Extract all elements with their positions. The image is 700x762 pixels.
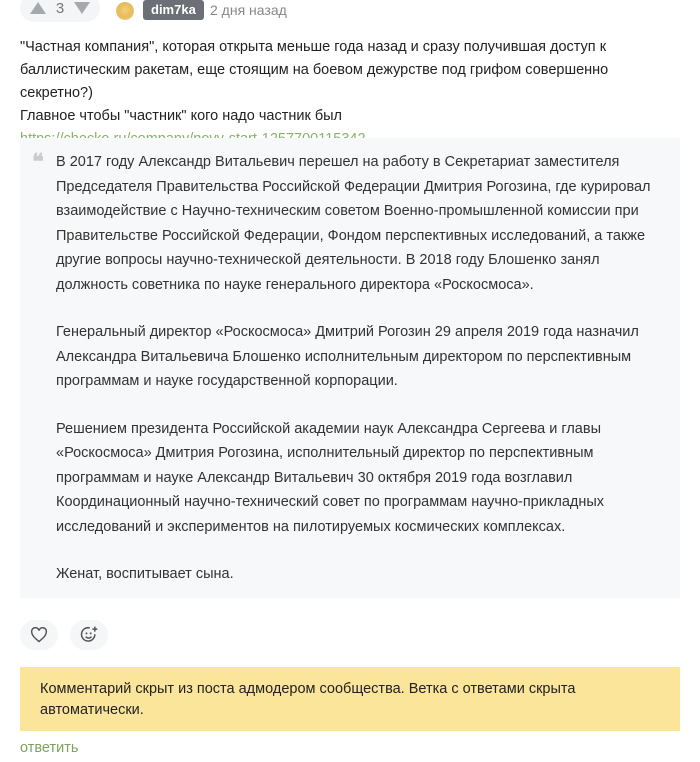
comment-text-line: Главное чтобы "частник" кого надо частник был: [20, 108, 343, 124]
comment-time: 2 дня назад: [210, 2, 287, 18]
quote-paragraph: Женат, воспитывает сына.: [56, 566, 234, 582]
quote-paragraph: В 2017 году Александр Витальевич перешел на работу в Секретариат заместителя Председателя Правительства Российской Федерации Дмитрия Рогозина, где курировал взаимодействие с Научно-техническим советом Военно-промышленной комиссии при Правительстве Российской Федерации, Фондом перспективных исследований, а также другие вопросы научно-технической деятельности. В 2018 году Блошенко занял должность советника по науке генерального директора «Роскосмоса».: [56, 154, 651, 293]
reply-link[interactable]: ответить: [20, 740, 79, 756]
comment-header: [0, 0, 700, 22]
add-emoji-icon: [79, 625, 99, 645]
add-reaction-button[interactable]: [70, 620, 108, 650]
quote-icon: ❝: [32, 149, 44, 175]
comment-body: [20, 36, 670, 151]
username-badge[interactable]: dim7ka: [143, 0, 204, 20]
quote-block: [20, 138, 680, 598]
comment-text-line: "Частная компания", которая открыта меньше года назад и сразу получившая доступ к баллистическим ракетам, еще стоящим на боевом дежурстве под грифом совершенно секретно?): [20, 39, 609, 101]
like-button[interactable]: [20, 620, 58, 650]
quote-paragraph: Решением президента Российской академии наук Александра Сергеева и главы «Роскосмоса» Дмитрия Рогозина, исполнительный директор по перспективным программам и науке Александр Витальевич 30 октября 2019 года возглавил Координационный научно-технический совет по программам научно-прикладных исследований и экспериментов на пилотируемых космических комплексах.: [56, 420, 605, 535]
heart-icon: [30, 627, 48, 643]
comment-actions: [20, 620, 108, 650]
triangle-down-icon[interactable]: [74, 2, 90, 14]
hidden-comment-notice: Комментарий скрыт из поста адмодером сообщества. Ветка с ответами скрыта автоматически.: [20, 667, 680, 731]
avatar-icon[interactable]: [116, 2, 134, 20]
quote-paragraph: Генеральный директор «Роскосмоса» Дмитрий Рогозин 29 апреля 2019 года назначил Александра Витальевича Блошенко исполнительным директором по перспективным программам и науке государственной корпорации.: [56, 324, 639, 389]
triangle-up-icon[interactable]: [30, 2, 46, 14]
rating-count: 3: [55, 0, 65, 17]
rating-control: [20, 0, 100, 22]
